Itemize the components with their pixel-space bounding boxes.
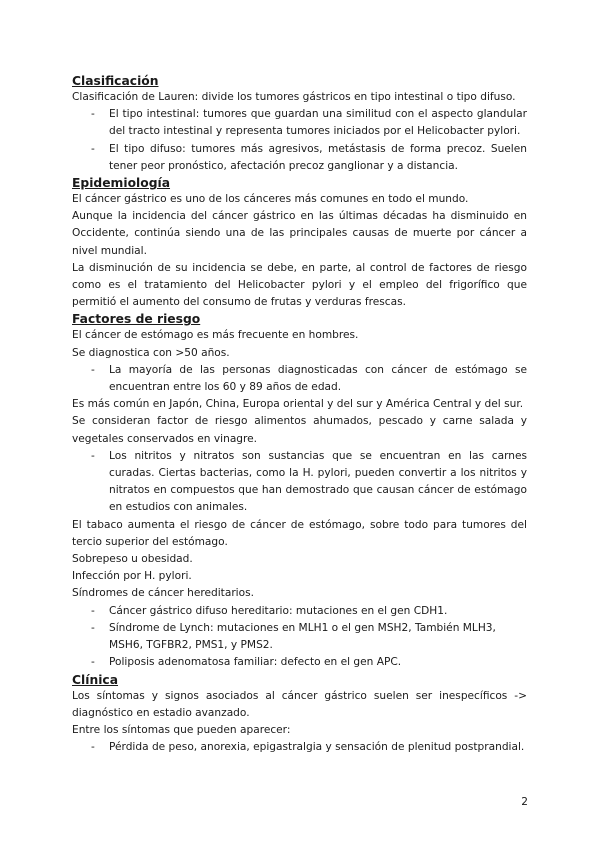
paragraph: El tabaco aumenta el riesgo de cáncer de estómago, sobre todo para tumores del tercio superior del estómago. <box>72 518 527 548</box>
factores-list-2 <box>72 448 527 517</box>
list-item: - Pérdida de peso, anorexia, epigastralgia y sensación de plenitud postprandial. <box>91 741 525 754</box>
heading-epidemiologia: Epidemiología <box>72 176 171 191</box>
heading-clinica: Clínica <box>72 672 119 687</box>
clinica-list <box>72 739 527 756</box>
heading-clasificacion: Clasificación <box>72 74 159 88</box>
paragraph: Sobrepeso u obesidad. <box>72 553 193 566</box>
paragraph: Aunque la incidencia del cáncer gástrico en las últimas décadas ha disminuido en Occidente, continúa siendo una de las principales causas de muerte por cáncer a nivel mundial. <box>72 210 527 257</box>
hereditarios-list <box>72 603 527 672</box>
heading-factores: Factores de riesgo <box>72 312 201 327</box>
paragraph: La disminución de su incidencia se debe, en parte, al control de factores de riesgo como es el tratamiento del Helicobacter pylori y el empleo del frigorífico que permitió el aumento del consumo de frutas y verduras frescas. <box>72 261 527 309</box>
paragraph: Infección por H. pylori. <box>72 570 192 583</box>
paragraph: Se consideran factor de riesgo alimentos ahumados, pescado y carne salada y vegetales conservados en vinagre. <box>72 415 527 445</box>
paragraph: Síndromes de cáncer hereditarios. <box>72 587 254 600</box>
paragraph: El cáncer de estómago es más frecuente en hombres. <box>72 329 359 342</box>
list-item: - El tipo intestinal: tumores que guardan una similitud con el aspecto glandular del tracto intestinal y representa tumores iniciados por el Helicobacter pylori. <box>91 108 527 138</box>
document-page <box>72 73 527 756</box>
list-item: - El tipo difuso: tumores más agresivos, metástasis de forma precoz. Suelen tener peor pronóstico, afectación precoz ganglionar y a distancia. <box>91 142 527 172</box>
paragraph: El cáncer gástrico es uno de los cánceres más comunes en todo el mundo. <box>72 193 469 206</box>
list-item: - Poliposis adenomatosa familiar: defecto en el gen APC. <box>91 656 402 669</box>
list-item: - La mayoría de las personas diagnosticadas con cáncer de estómago se encuentran entre los 60 y 89 años de edad. <box>91 363 527 394</box>
page-number: 2 <box>521 796 528 808</box>
paragraph: Es más común en Japón, China, Europa oriental y del sur y América Central y del sur. <box>72 398 524 411</box>
paragraph: Los síntomas y signos asociados al cáncer gástrico suelen ser inespecíficos -> diagnóstico en estadio avanzado. <box>72 689 527 719</box>
paragraph: Entre los síntomas que pueden aparecer: <box>72 723 291 736</box>
factores-list-1 <box>72 362 527 396</box>
list-item: - Síndrome de Lynch: mutaciones en MLH1 o el gen MSH2, También MLH3, MSH6, TGFBR2, PMS1, y PMS2. <box>91 621 496 652</box>
list-item: - Cáncer gástrico difuso hereditario: mutaciones en el gen CDH1. <box>91 604 448 617</box>
clasificacion-list <box>72 106 527 175</box>
list-item: - Los nitritos y nitratos son sustancias que se encuentran en las carnes curadas. Ciertas bacterias, como la H. pylori, pueden convertir a los nitritos y nitratos en compuestos que han demostrado que causan cáncer de estómago en estudios con animales. <box>91 449 527 514</box>
clasificacion-intro: Clasificación de Lauren: divide los tumores gástricos en tipo intestinal o tipo difuso. <box>72 91 516 103</box>
paragraph: Se diagnostica con >50 años. <box>72 346 230 359</box>
